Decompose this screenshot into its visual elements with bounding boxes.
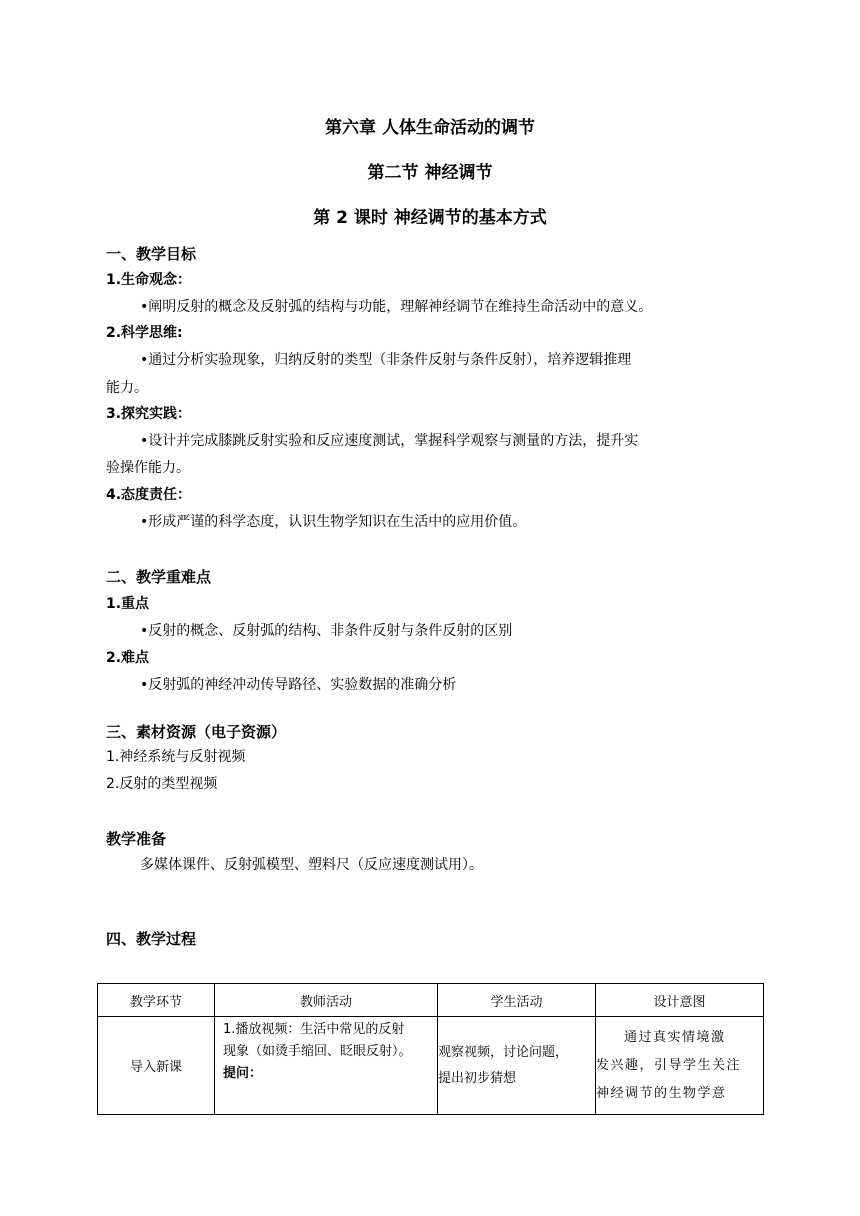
intent-line: 通过真实情境激: [624, 1029, 726, 1045]
intent-line: 发兴趣，引导学生关注: [596, 1057, 742, 1073]
scientific-thinking-label: 2.科学思维:: [106, 325, 183, 341]
chapter-title: 第六章 人体生命活动的调节: [325, 118, 535, 138]
teacher-line: 现象（如烫手缩回、眨眼反射）。: [223, 1044, 412, 1059]
inquiry-practice-label: 3.探究实践：: [106, 406, 192, 422]
table-row: [98, 1017, 764, 1115]
life-concept-label: 1.生命观念：: [106, 272, 192, 288]
teacher-question-label: 提问：: [223, 1066, 263, 1081]
preparation-heading: 教学准备: [106, 830, 167, 848]
teacher-line: 1.播放视频：生活中常见的反射: [223, 1022, 405, 1037]
focus-text: •反射的概念、反射弧的结构、非条件反射与条件反射的区别: [140, 623, 513, 639]
section-title: 第二节 神经调节: [367, 163, 493, 183]
student-activity-cell: [438, 1017, 596, 1115]
design-intent-cell: [596, 1017, 764, 1115]
column-header: 学生活动: [438, 984, 596, 1017]
inquiry-practice-line2: 验操作能力。: [106, 460, 190, 476]
intent-line: 神经调节的生物学意: [596, 1085, 727, 1101]
student-line: 观察视频，讨论问题，: [438, 1044, 569, 1060]
scientific-thinking-line1: •通过分析实验现象，归纳反射的类型（非条件反射与条件反射），培养逻辑推理: [140, 352, 632, 368]
lesson-title: 第 2 课时 神经调节的基本方式: [313, 208, 547, 228]
goals-heading: 一、教学目标: [106, 245, 197, 263]
focus-label: 1.重点: [106, 596, 150, 612]
resource-item: 1.神经系统与反射视频: [106, 749, 246, 765]
difficulty-label: 2.难点: [106, 650, 150, 666]
scientific-thinking-line2: 能力。: [106, 380, 148, 396]
process-heading: 四、教学过程: [106, 930, 197, 948]
column-header: 教师活动: [215, 984, 438, 1017]
column-header: 教学环节: [98, 984, 215, 1017]
preparation-text: 多媒体课件、反射弧模型、塑料尺（反应速度测试用）。: [140, 857, 483, 873]
column-header: 设计意图: [596, 984, 764, 1017]
difficulty-text: •反射弧的神经冲动传导路径、实验数据的准确分析: [140, 677, 457, 693]
inquiry-practice-line1: •设计并完成膝跳反射实验和反应速度测试，掌握科学观察与测量的方法，提升实: [140, 433, 639, 449]
resources-heading: 三、素材资源（电子资源）: [106, 723, 287, 741]
life-concept-text: •阐明反射的概念及反射弧的结构与功能，理解神经调节在维持生命活动中的意义。: [140, 299, 653, 315]
attitude-text: •形成严谨的科学态度，认识生物学知识在生活中的应用价值。: [140, 514, 527, 530]
table-header-row: [98, 984, 764, 1017]
resource-item: 2.反射的类型视频: [106, 776, 218, 792]
attitude-label: 4.态度责任：: [106, 487, 192, 503]
student-line: 提出初步猜想: [438, 1070, 517, 1086]
process-table: [97, 983, 764, 1115]
teacher-activity-cell: [215, 1017, 438, 1115]
key-points-heading: 二、教学重难点: [106, 568, 212, 586]
stage-cell: 导入新课: [98, 1017, 215, 1115]
